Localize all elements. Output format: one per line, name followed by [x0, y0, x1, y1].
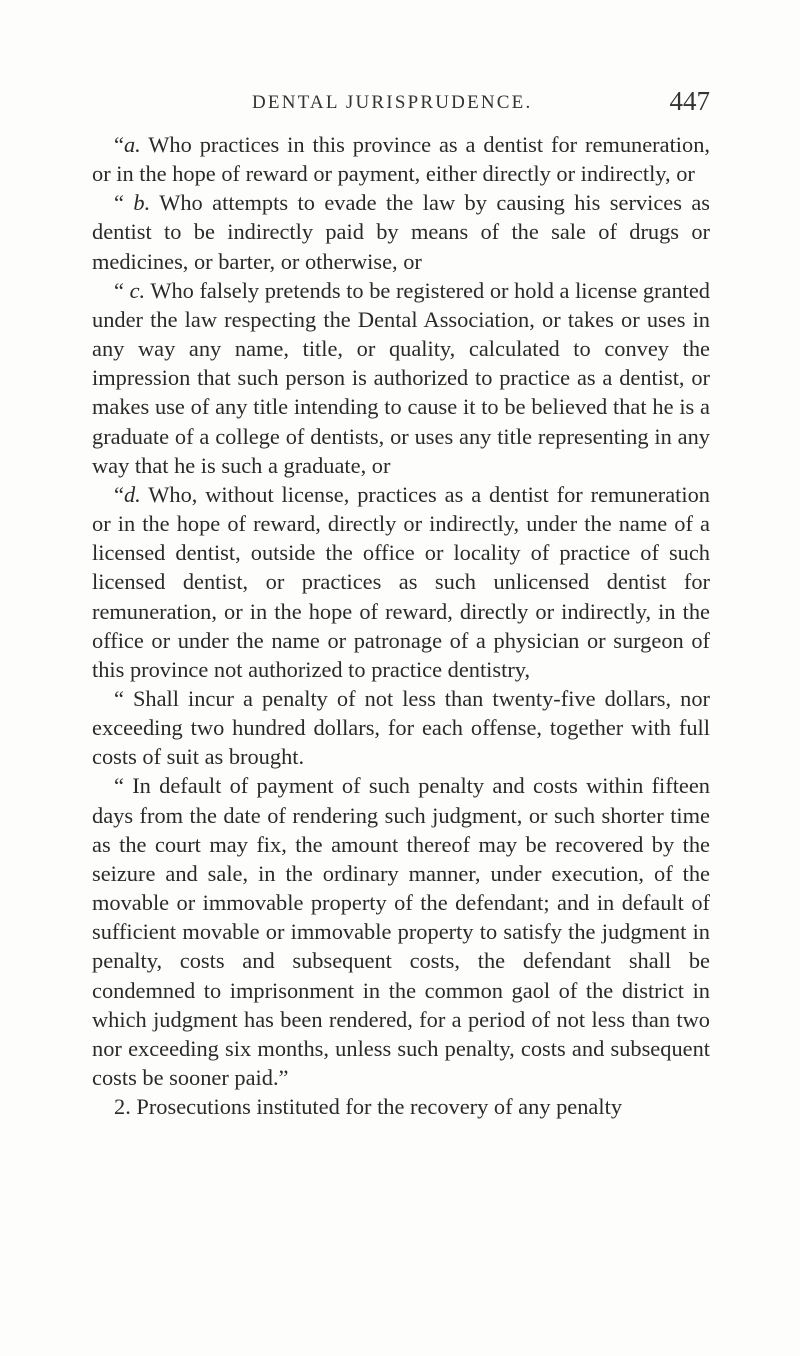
clause-c-paragraph	[92, 276, 710, 480]
clause-label: d.	[123, 481, 141, 507]
clause-text: Who, without license, practices as a dentist for remuneration or in the hope of reward, directly or indirectly, under the name of a licensed dentist, outside the office or locality of practice of such licensed dentist, or practices as such unlicensed dentist for remuneration, or in the hope of reward, directly or indirectly, in the office or under the name or patronage of a physician or surgeon of this province not authorized to practice dentistry,	[92, 481, 710, 682]
clause-text: Who attempts to evade the law by causing his services as dentist to be indirectly paid by means of the sale of drugs or medicines, or barter, or otherwise, or	[92, 190, 710, 274]
open-quote: “	[114, 277, 130, 303]
paragraph-text: “ Shall incur a penalty of not less than twenty-five dollars, nor exceeding two hundred dollars, for each offense, together with full costs of suit as brought.	[92, 685, 710, 770]
penalty-paragraph	[92, 684, 710, 771]
open-quote: “	[114, 132, 124, 157]
paragraph-text: “ In default of payment of such penalty and costs within fifteen days from the date of rendering such judgment, or such shorter time as the court may fix, the amount thereof may be recovered by the seizure and sale, in the ordinary manner, under execution, of the movable or immovable property of the defendant; and in default of sufficient movable or immovable property to satisfy the judgment in penalty, costs and subsequent costs, the defendant shall be condemned to imprisonment in the common gaol of the district in which judgment has been rendered, for a period of not less than two nor exceeding six months, unless such penalty, costs and subsequent costs be sooner paid.”	[92, 773, 710, 1090]
prosecutions-paragraph	[92, 1092, 710, 1121]
clause-text: Who falsely pretends to be registered or hold a license granted under the law respecting the Dental Association, or takes or uses in any way any name, title, or quality, calculated to convey the impression that such person is authorized to practice as a dentist, or makes use of any title intending to cause it to be believed that he is a graduate of a college of dentists, or uses any title representing in any way that he is such a graduate, or	[92, 277, 710, 478]
paragraph-text: 2. Prosecutions instituted for the recovery of any penalty	[114, 1094, 623, 1120]
clause-text: Who practices in this province as a dentist for remuneration, or in the hope of reward or payment, either directly or indirectly, or	[92, 132, 710, 187]
clause-d-paragraph	[92, 480, 710, 684]
clause-b-paragraph	[92, 188, 710, 275]
page-number: 447	[669, 86, 710, 116]
running-title: DENTAL JURISPRUDENCE.	[252, 92, 533, 113]
clause-label: a.	[123, 132, 141, 157]
body-text	[92, 130, 710, 1121]
open-quote: “	[114, 481, 124, 507]
clause-label: c.	[129, 277, 146, 303]
default-paragraph	[92, 771, 710, 1092]
running-head	[92, 86, 712, 122]
clause-a-paragraph	[92, 130, 710, 188]
open-quote: “	[114, 190, 134, 216]
clause-label: b.	[133, 190, 151, 216]
